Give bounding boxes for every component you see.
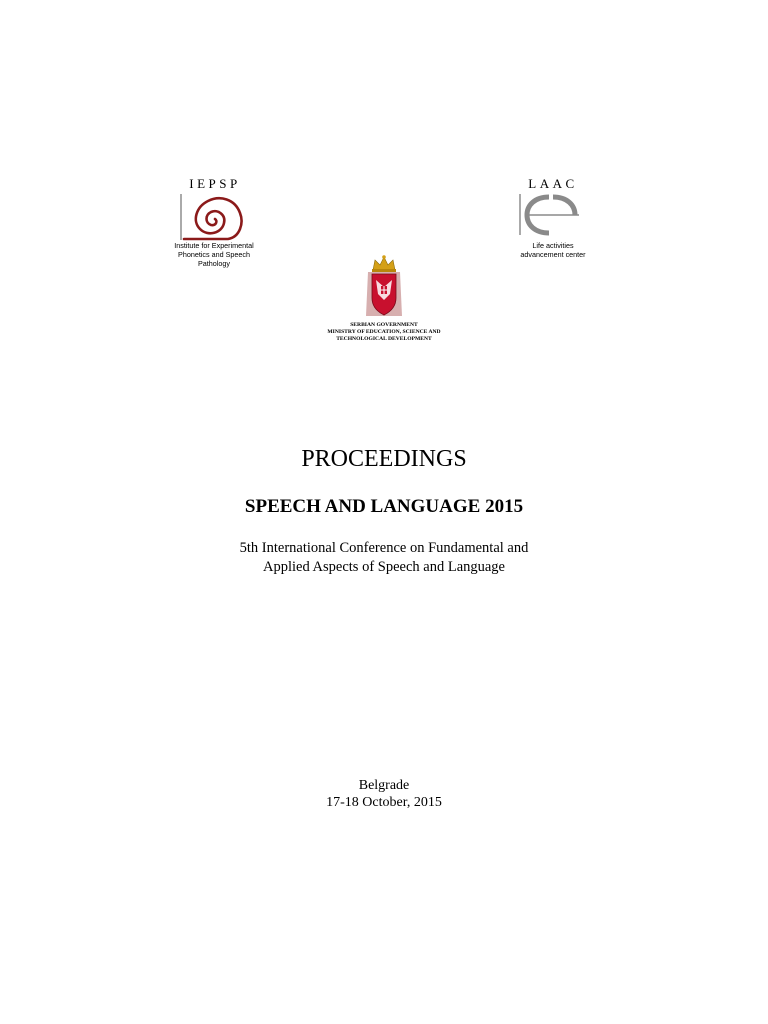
government-caption-line: MINISTRY OF EDUCATION, SCIENCE AND [327,329,441,335]
serbian-coat-of-arms-icon [364,254,404,325]
laac-caption [510,241,596,259]
laac-caption-line: advancement center [520,250,586,259]
laac-title: LAAC [528,176,578,191]
arc-logo-icon [519,193,583,242]
conference-subtitle [0,539,768,577]
place-and-date [0,777,768,811]
conference-title: SPEECH AND LANGUAGE 2015 [244,496,524,517]
iepsp-caption-line: Phonetics and Speech [178,250,250,259]
spiral-shell-icon [180,193,246,246]
government-caption-line: TECHNOLOGICAL DEVELOPMENT [336,336,432,342]
laac-caption-line: Life activities [532,241,574,250]
dates: 17-18 October, 2015 [326,795,442,810]
government-caption [300,322,468,343]
iepsp-title: IEPSP [189,176,241,191]
page-title: PROCEEDINGS [301,446,467,472]
government-caption-line: SERBIAN GOVERNMENT [350,322,418,328]
subtitle-line: Applied Aspects of Speech and Language [263,559,505,575]
city: Belgrade [358,778,410,793]
iepsp-caption [162,241,266,268]
iepsp-caption-line: Pathology [198,259,230,268]
subtitle-line: 5th International Conference on Fundamental and [239,540,529,556]
iepsp-caption-line: Institute for Experimental [174,241,254,250]
